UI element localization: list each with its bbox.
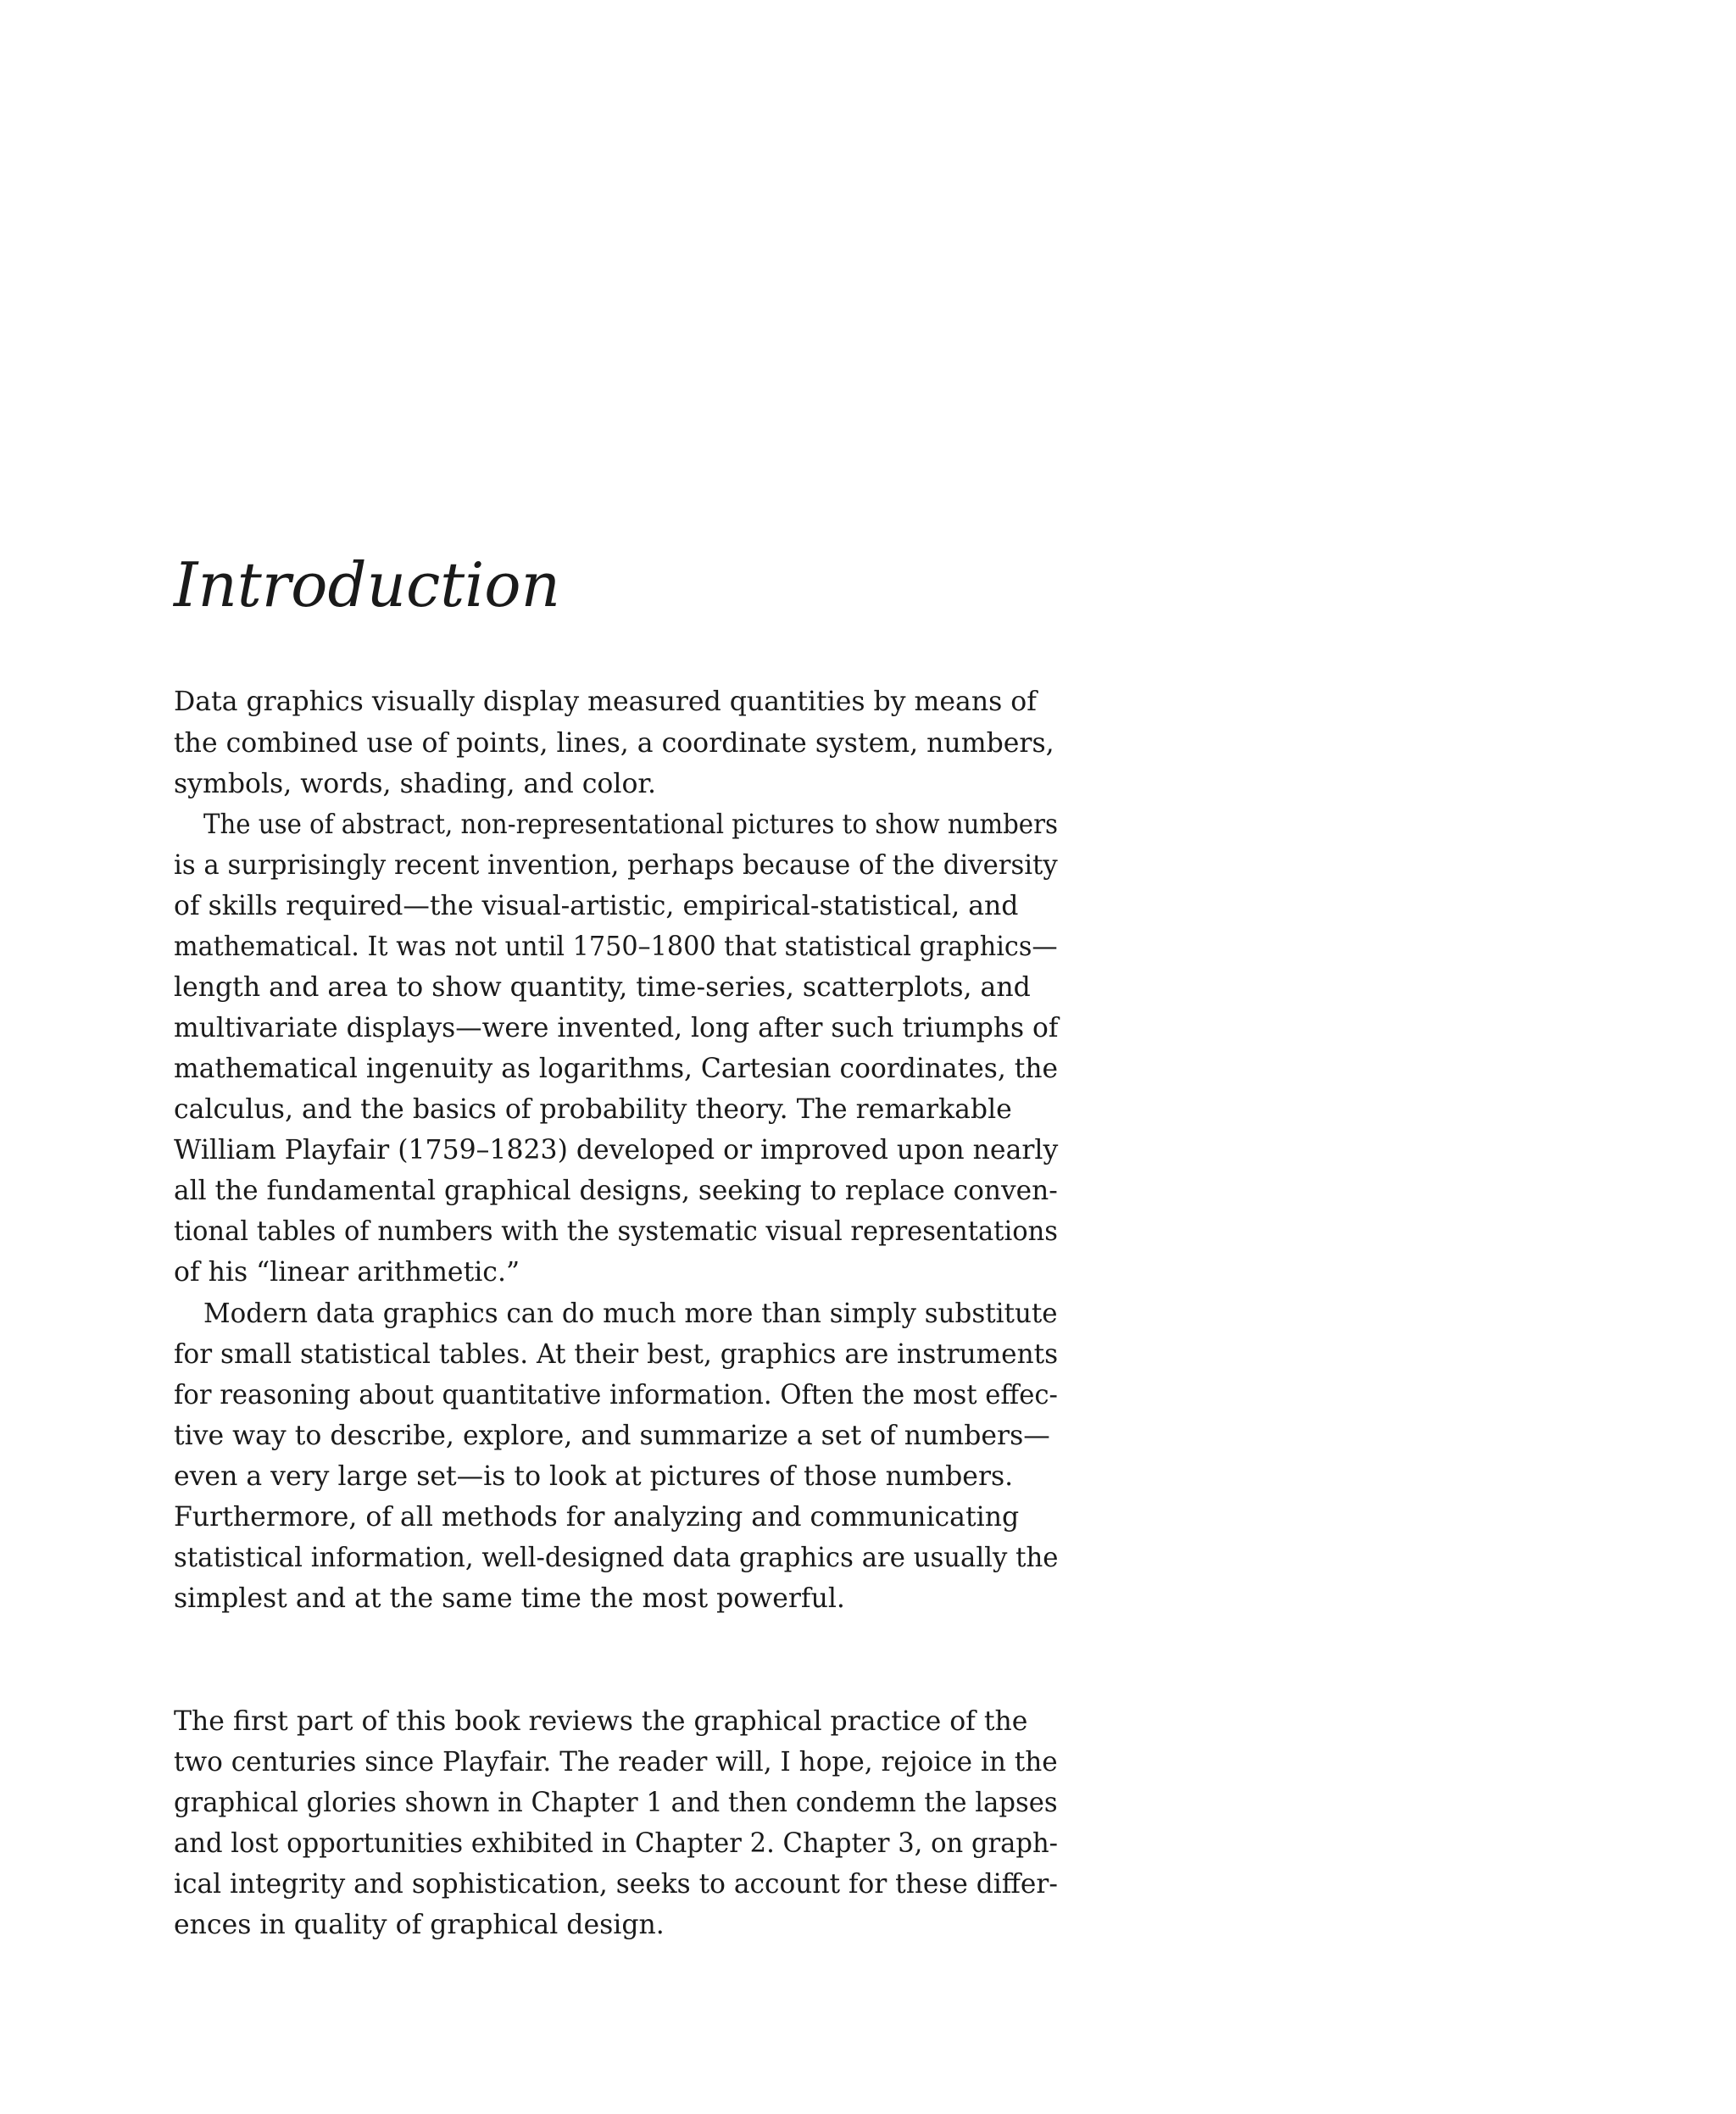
text-line: for small statistical tables. At their best, graphics are instruments [174,1339,1059,1370]
text-line: even a very large set—is to look at pictures of those numbers. [174,1461,1014,1492]
text-line: tional tables of numbers with the systematic visual representations [174,1216,1058,1247]
text-line: symbols, words, shading, and color. [174,769,657,799]
text-line: two centuries since Playfair. The reader will, I hope, rejoice in the [174,1747,1058,1777]
text-line: all the fundamental graphical designs, seeking to replace conven- [174,1176,1058,1206]
text-line: calculus, and the basics of probability theory. The remarkable [174,1094,1012,1125]
text-line: William Playfair (1759–1823) developed or improved upon nearly [174,1135,1059,1165]
text-line: and lost opportunities exhibited in Chapter 2. Chapter 3, on graph- [174,1828,1059,1859]
text-line: of skills required—the visual-artistic, empirical-statistical, and [174,891,1019,921]
text-line: of his “linear arithmetic.” [174,1257,520,1288]
text-line: statistical information, well-designed data graphics are usually the [174,1543,1059,1573]
text-line: Data graphics visually display measured quantities by means of [174,687,1037,717]
text-line: tive way to describe, explore, and summarize a set of numbers— [174,1421,1050,1451]
text-line: the combined use of points, lines, a coordinate system, numbers, [174,728,1054,759]
text-line: simplest and at the same time the most powerful. [174,1583,845,1614]
text-line: Furthermore, of all methods for analyzing and communicating [174,1502,1020,1533]
text-line: The first part of this book reviews the graphical practice of the [174,1706,1028,1737]
text-line: is a surprisingly recent invention, perhaps because of the diversity [174,850,1058,881]
text-line: for reasoning about quantitative information. Often the most effec- [174,1380,1058,1410]
text-line: ical integrity and sophistication, seeks to account for these differ- [174,1869,1058,1900]
chapter-heading: Introduction [174,549,560,620]
text-line: mathematical ingenuity as logarithms, Cartesian coordinates, the [174,1054,1059,1084]
text-line: ences in quality of graphical design. [174,1910,665,1940]
text-line: Modern data graphics can do much more than simply substitute [203,1299,1058,1329]
text-line: multivariate displays—were invented, long after such triumphs of [174,1013,1059,1043]
text-line: length and area to show quantity, time-series, scatterplots, and [174,972,1031,1003]
text-line: graphical glories shown in Chapter 1 and then condemn the lapses [174,1788,1058,1818]
text-line: mathematical. It was not until 1750–1800 that statistical graphics— [174,932,1058,962]
text-line: The use of abstract, non-representational pictures to show numbers [203,809,1059,840]
